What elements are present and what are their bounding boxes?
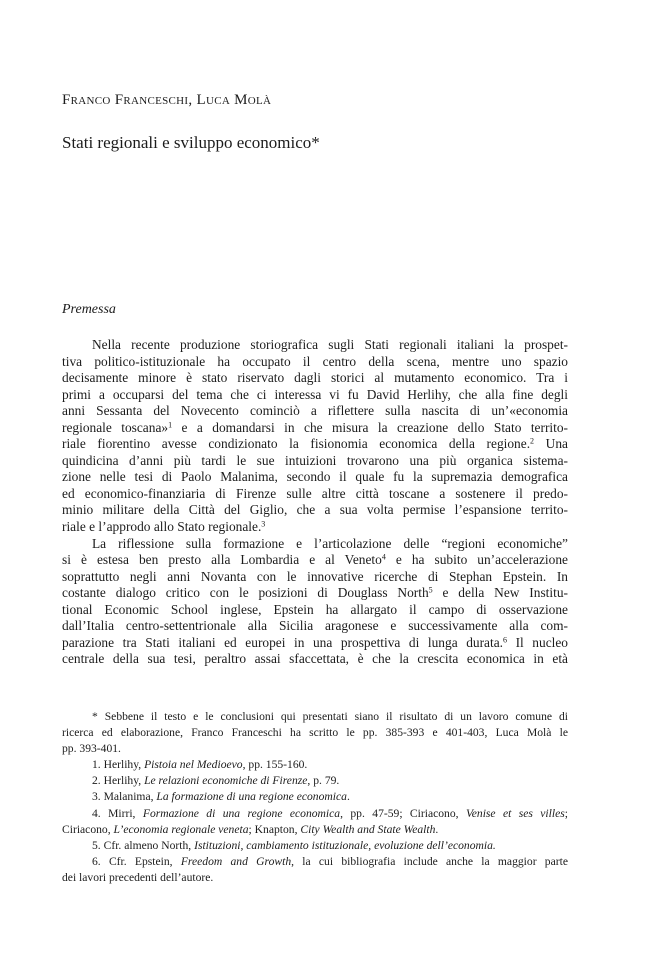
footnote-title: L’economia regionale veneta [113,822,249,836]
footnote-title: Le relazioni economiche di Firenze [144,774,308,788]
body-line: soprattutto negli anni Novanta con le innovative ricerche di Stephan Epstein. In [62,568,568,584]
author-mola: Luca Molà [196,92,272,108]
footnote-text: ; [564,806,568,820]
footnote-2 [62,773,568,789]
author-franceschi: Franco Franceschi [62,92,189,108]
footnote-title: Istituzioni, cambiamento istituzionale, evoluzione dell’economia. [194,838,496,852]
footnote-text: . [435,822,439,836]
body-line: quindicina d’anni più tardi le sue intuizioni trovarono una più organica sistema- [62,452,568,468]
footnote-title: Pistoia nel Medioevo [144,758,243,772]
body-line [62,552,568,569]
body-line: La riflessione sulla formazione e l’articolazione delle “regioni economiche” [92,535,568,551]
article-title: Stati regionali e sviluppo economico* [62,133,320,152]
footnote-6 [62,854,568,870]
body-text-span: e a domandarsi in che misura la creazione dello Stato territo- [172,419,568,435]
footnote-star: * Sebbene il testo e le conclusioni qui presentati siano il risultato di un lavoro comune di [92,710,568,723]
footnote-title: Venise et ses villes [465,806,565,820]
body-line: Nella recente produzione storiografica sugli Stati regionali italiani la prospet- [92,337,568,352]
body-text-span: costante dialogo critico con le posizioni di Douglass North [62,585,429,601]
body-text-span: Una [534,436,568,452]
body-text-span: parazione tra Stati italiani ed europei in una prospettiva di lunga durata. [62,634,503,650]
body-text-span: riale e l’approdo allo Stato regionale. [62,519,262,535]
body-line [62,420,568,437]
footnote-3 [62,789,568,805]
body-line [62,519,568,536]
section-heading: Premessa [62,302,116,317]
body-line: primi a occuparsi del tema che ci interessa vi fu David Herlihy, che alla fine degli [62,386,568,402]
body-line: dall’Italia centro-settentrionale alla Sicilia aragonese e successivamente alla com- [62,618,568,634]
footnote-5 [62,838,568,854]
footnote-title: Formazione di una regione economica [142,806,341,820]
footnote-ref: 2 [530,436,535,446]
footnote-text: 4. Mirri, [92,806,143,820]
footnote-text: , la cui bibliografia include anche la maggior parte [291,854,568,868]
body-text-span: si è estesa ben presto alla Lombardia e al Veneto [62,552,382,568]
body-text-span: riale fiorentino avesse condizionato la fisionomia economica della regione. [62,436,531,452]
footnote-text: Ciriacono, [62,822,114,836]
body-text [62,337,568,668]
body-line: minio militare della Città del Giglio, che a sua volta permise l’espansione territo- [62,502,568,518]
footnote-text: , pp. 47-59; Ciriacono, [340,806,466,820]
footnote-title: Freedom and Growth [180,854,292,868]
footnote-text: ; Knapton, [248,822,301,836]
body-line [62,436,568,453]
body-line: tional Economic School inglese, Epstein ha allargato il campo di osservazione [62,601,568,617]
footnote-text: 3. Malanima, [92,790,157,804]
footnote-text: 6. Cfr. Epstein, [92,854,181,868]
body-line: ed economico-finanziaria di Firenze sulle altre città toscane a sostenere il predo- [62,485,568,501]
footnote-ref: 6 [503,635,508,645]
footnote-4 [62,822,568,838]
footnote-text: 1. Herlihy, [92,758,145,772]
footnote-text: , p. 79. [307,774,340,788]
footnote-4 [62,806,568,822]
body-text-span: regionale toscana» [62,419,169,435]
footnote-1 [62,757,568,773]
footnote-6: dei lavori precedenti dell’autore. [62,870,214,884]
body-line [62,585,568,602]
footnote-ref: 3 [261,519,266,529]
footnote-text: 5. Cfr. almeno North, [92,838,195,852]
footnote-ref: 4 [381,552,386,562]
body-line: centrale della sua tesi, peraltro assai sfaccettata, è che la crescita economica in età [62,651,568,667]
body-line: tiva politico-istituzionale ha occupato il centro della scena, mentre uno spazio [62,353,568,369]
footnote-text: 2. Herlihy, [92,774,145,788]
body-line: zione nelle tesi di Paolo Malanima, secondo il quale fu la supremazia demografica [62,469,568,485]
footnote-text: . [346,790,350,804]
footnote-star: pp. 393-401. [62,742,121,756]
footnotes [62,709,568,886]
footnote-text: , pp. 155-160. [242,758,308,772]
body-text-span: e ha subito un’accelerazione [385,552,568,568]
footnote-star: ricerca ed elaborazione, Franco Franceschi ha scritto le pp. 385-393 e 401-403, Luca Molà le [62,726,568,740]
body-line: decisamente minore è stato riservato dagli storici al mutamento economico. Tra i [62,370,568,386]
body-line [62,635,568,652]
authors [62,92,271,109]
author-separator: , [188,92,197,108]
footnote-ref: 5 [428,585,433,595]
body-text-span: Il nucleo [507,634,568,650]
footnote-title: La formazione di una regione economica [156,790,347,804]
footnote-title: City Wealth and State Wealth [300,822,436,836]
body-text-span: e della New Institu- [432,585,568,601]
footnote-ref: 1 [168,420,173,430]
body-line: anni Sessanta del Novecento cominciò a riflettere sulla nascita di un’«economia [62,403,568,419]
